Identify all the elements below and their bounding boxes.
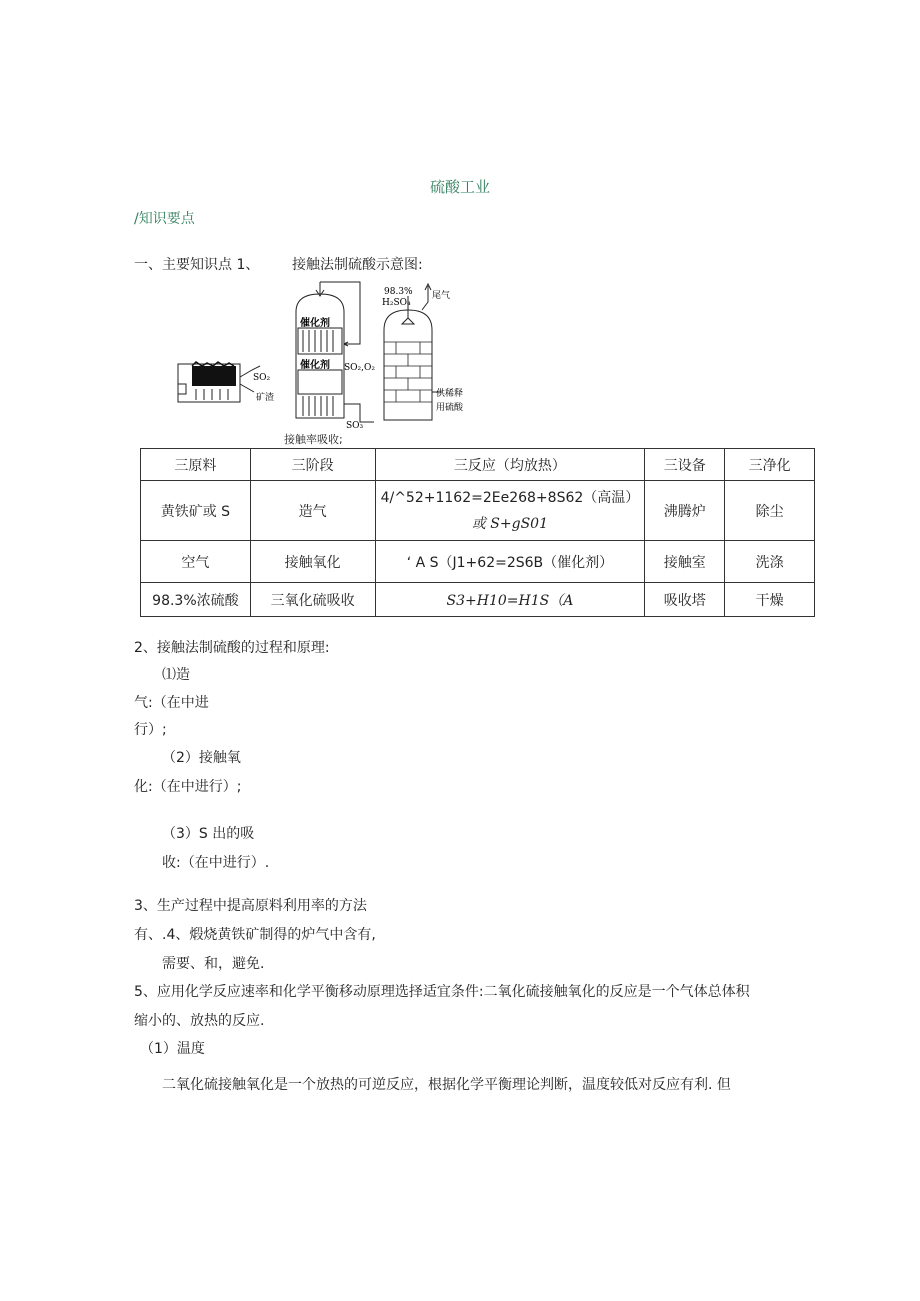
reaction-text: 4/^52+1162=2Ee268+8S62（高温） bbox=[380, 489, 640, 506]
para2-line: 化:（在中进行）; bbox=[134, 779, 242, 795]
table-row bbox=[141, 583, 815, 617]
table-header-row bbox=[141, 449, 815, 481]
table-cell: 黄铁矿或 S bbox=[141, 481, 251, 541]
table-cell: 98.3%浓硫酸 bbox=[141, 583, 251, 617]
point1-text: 接触法制硫酸示意图: bbox=[292, 257, 423, 273]
table-cell: 沸腾炉 bbox=[645, 481, 725, 541]
para2-line: 行）; bbox=[134, 722, 167, 738]
table-cell: 空气 bbox=[141, 541, 251, 583]
header-cell: 三原料 bbox=[141, 449, 251, 481]
table-row bbox=[141, 541, 815, 583]
para3-line: 3、生产过程中提高原料利用率的方法 bbox=[134, 898, 367, 914]
reaction-text-alt: 或 S+gS01 bbox=[471, 515, 548, 532]
para5-line: 缩小的、放热的反应. bbox=[134, 1013, 265, 1029]
header-cell: 三反应（均放热） bbox=[375, 449, 645, 481]
para2-heading: 2、接触法制硫酸的过程和原理: bbox=[134, 640, 330, 656]
acid-conc-label: 98.3% bbox=[384, 287, 413, 297]
table-cell: 洗涤 bbox=[725, 541, 815, 583]
catalyst-mid-label: 催化剂 bbox=[300, 360, 330, 371]
table-cell: 三氧化硫吸收 bbox=[250, 583, 375, 617]
so2-left-label: SO₂ bbox=[253, 373, 271, 383]
para3-line: 有、.4、煅烧黄铁矿制得的炉气中含有, bbox=[134, 927, 376, 943]
reaction-text: ʻ A S（J1+62=2S6B（催化剂） bbox=[375, 541, 645, 583]
page-title: 硫酸工业 bbox=[429, 178, 490, 196]
table-cell: 干燥 bbox=[725, 583, 815, 617]
so3-label: SO₃ bbox=[346, 421, 364, 431]
header-cell: 三净化 bbox=[725, 449, 815, 481]
reaction-cell bbox=[375, 481, 645, 541]
diagram-caption: 接触率吸收; bbox=[284, 433, 343, 446]
para5-line: 5、应用化学反应速率和化学平衡移动原理选择适宜条件:二氧化硫接触氧化的反应是一个气体总体积 bbox=[134, 984, 750, 1000]
para2-line: 气:（在中进 bbox=[134, 695, 209, 711]
table-cell: 造气 bbox=[250, 481, 375, 541]
table-cell: 吸收塔 bbox=[645, 583, 725, 617]
slag-label: 矿渣 bbox=[256, 393, 275, 403]
section-heading: /知识要点 bbox=[134, 211, 195, 227]
para5-subheading: （1）温度 bbox=[140, 1041, 205, 1057]
table-cell: 接触室 bbox=[645, 541, 725, 583]
supply-dilute-label-2: 用硫酸 bbox=[436, 403, 464, 413]
para5-line: 二氧化硫接触氧化是一个放热的可逆反应，根据化学平衡理论判断，温度较低对反应有利. 但 bbox=[162, 1077, 731, 1093]
reaction-text: S3+H10=H1S（A bbox=[375, 583, 645, 617]
para3-line: 需要、和，避免. bbox=[162, 956, 265, 972]
header-cell: 三设备 bbox=[645, 449, 725, 481]
supply-dilute-label-1: 供稀释 bbox=[436, 389, 464, 399]
so2-o2-label: SO₂,O₂ bbox=[344, 363, 375, 373]
header-cell: 三阶段 bbox=[250, 449, 375, 481]
table-row bbox=[141, 481, 815, 541]
table-cell: 除尘 bbox=[725, 481, 815, 541]
para2-line: （3）S 出的吸 bbox=[162, 826, 255, 842]
summary-table bbox=[140, 448, 815, 617]
tail-gas-label: 尾气 bbox=[432, 291, 451, 301]
contact-chamber bbox=[296, 282, 374, 422]
para2-line: （2）接触氧 bbox=[162, 750, 241, 766]
catalyst-top-label: 催化剂 bbox=[300, 318, 330, 329]
acid-formula-label: H₂SO₄ bbox=[382, 298, 411, 308]
contact-process-diagram bbox=[170, 272, 510, 447]
point1-label: 一、主要知识点 1、 bbox=[134, 257, 260, 273]
table-cell: 接触氧化 bbox=[250, 541, 375, 583]
para2-line: 收:（在中进行）. bbox=[162, 855, 270, 871]
furnace bbox=[178, 362, 260, 402]
para2-line: ⑴造 bbox=[162, 667, 190, 683]
